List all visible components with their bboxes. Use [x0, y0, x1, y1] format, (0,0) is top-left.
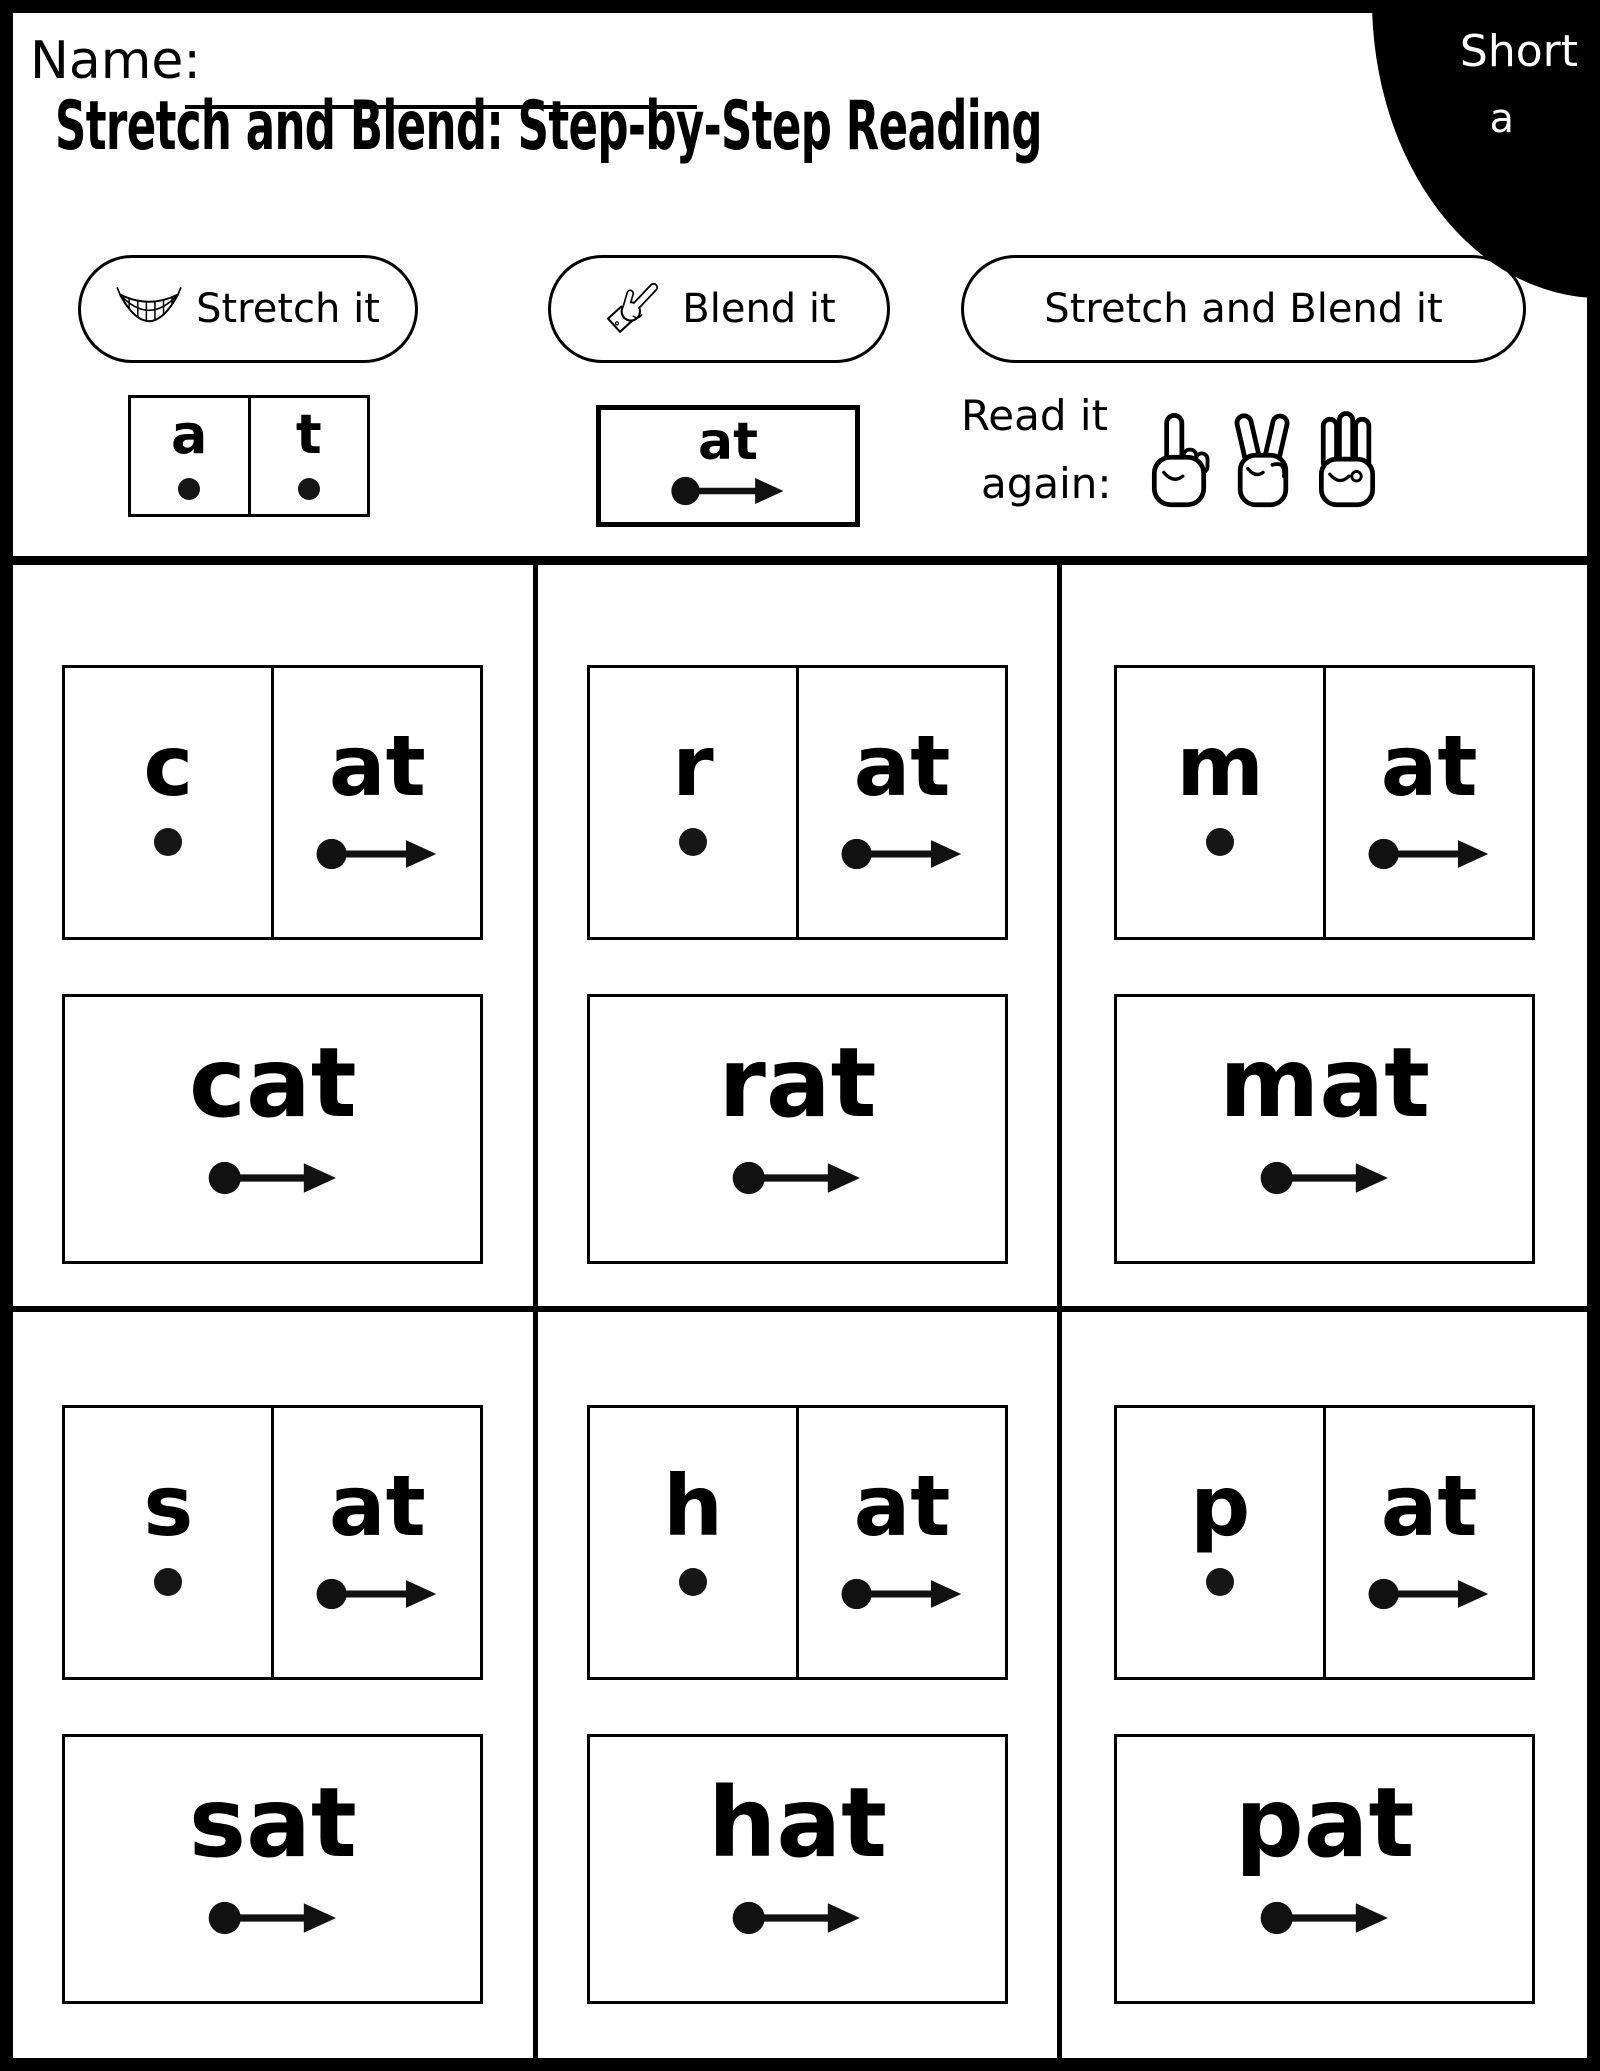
practice-cell-mat: [1062, 565, 1587, 1312]
example-rime-cell: [251, 398, 368, 514]
dot-icon: [154, 1568, 182, 1596]
word-text: cat: [189, 1027, 357, 1139]
dot-arrow-icon: [206, 1897, 340, 1939]
sound-box: [587, 665, 1008, 940]
corner-badge-word: Short: [1459, 26, 1578, 77]
onset-cell: [65, 668, 274, 937]
practice-cell-hat: [538, 1312, 1063, 2059]
rime-letters: at: [1380, 717, 1478, 815]
dot-icon: [1206, 1568, 1234, 1596]
example-rime-letter: t: [295, 403, 322, 466]
rime-cell: [274, 1408, 480, 1677]
onset-cell: [65, 1408, 274, 1677]
corner-badge-vowel: a: [1489, 96, 1514, 142]
word-box: [62, 1734, 483, 2004]
dot-icon: [679, 1568, 707, 1596]
dot-arrow-icon: [730, 1897, 864, 1939]
two-finger-hand-icon: [1225, 411, 1301, 511]
word-text: sat: [188, 1766, 357, 1879]
rime-letters: at: [853, 1456, 951, 1555]
dot-arrow-icon: [730, 1157, 864, 1199]
three-finger-hand-icon: [1309, 411, 1385, 511]
dot-arrow-icon: [839, 1574, 965, 1614]
legend-stretch-and-blend-it: [961, 255, 1526, 363]
sound-box: [1114, 1405, 1535, 1680]
rime-letters: at: [853, 717, 951, 815]
dot-arrow-icon: [839, 834, 965, 874]
example-onset-cell: [131, 398, 251, 514]
rime-cell: [799, 1408, 1005, 1677]
onset-letter: h: [663, 1456, 723, 1555]
example-onset-letter: a: [171, 403, 208, 466]
practice-cell-rat: [538, 565, 1063, 1312]
one-finger-hand-icon: [1141, 411, 1217, 511]
sound-box: [62, 1405, 483, 1680]
again-line: again:: [981, 459, 1112, 508]
legend-both-label: Stretch and Blend it: [1044, 286, 1443, 332]
dot-icon: [298, 478, 320, 500]
onset-letter: s: [143, 1456, 194, 1555]
legend-blend-label: Blend it: [682, 286, 836, 332]
word-text: rat: [718, 1027, 877, 1139]
mouth-icon: [116, 284, 182, 334]
dot-icon: [178, 478, 200, 500]
onset-cell: [590, 1408, 799, 1677]
practice-cell-sat: [13, 1312, 538, 2059]
onset-cell: [1117, 668, 1326, 937]
rime-cell: [1326, 1408, 1532, 1677]
rime-cell: [799, 668, 1005, 937]
dot-arrow-icon: [314, 834, 440, 874]
rime-letters: at: [1380, 1456, 1478, 1555]
dot-arrow-icon: [1366, 1574, 1492, 1614]
dot-arrow-icon: [1258, 1157, 1392, 1199]
page-title: Stretch and Blend: Step-by-Step Reading: [55, 87, 1042, 166]
word-text: hat: [707, 1766, 887, 1879]
word-box: [62, 994, 483, 1264]
dot-arrow-icon: [1366, 834, 1492, 874]
word-box: [1114, 994, 1535, 1264]
rime-cell: [1326, 668, 1532, 937]
read-count-hands: [1141, 411, 1385, 511]
word-box: [1114, 1734, 1535, 2004]
example-word: at: [698, 412, 758, 472]
example-sound-box: [128, 395, 370, 517]
dot-arrow-icon: [669, 472, 787, 510]
onset-letter: m: [1176, 717, 1264, 815]
read-it-again-label: [961, 391, 1112, 508]
sound-box: [1114, 665, 1535, 940]
rime-letters: at: [328, 1456, 426, 1555]
onset-cell: [1117, 1408, 1326, 1677]
practice-cell-pat: [1062, 1312, 1587, 2059]
sound-box: [587, 1405, 1008, 1680]
word-text: pat: [1234, 1766, 1415, 1879]
read-it-line: Read it: [961, 391, 1109, 440]
legend-stretch-it: [78, 255, 418, 363]
onset-letter: c: [143, 717, 194, 815]
word-box: [587, 994, 1008, 1264]
onset-letter: p: [1190, 1456, 1251, 1555]
name-label: Name:: [30, 31, 201, 91]
practice-cell-cat: [13, 565, 538, 1312]
rime-letters: at: [328, 717, 426, 815]
legend-blend-it: [548, 255, 890, 363]
dot-icon: [679, 828, 707, 856]
pointing-hand-icon: [602, 278, 668, 340]
word-text: mat: [1219, 1027, 1430, 1139]
example-word-box: [596, 405, 860, 527]
legend-stretch-label: Stretch it: [196, 286, 380, 332]
word-box: [587, 1734, 1008, 2004]
corner-badge: [1372, 0, 1600, 298]
onset-letter: r: [672, 717, 714, 815]
dot-arrow-icon: [206, 1157, 340, 1199]
dot-arrow-icon: [1258, 1897, 1392, 1939]
dot-arrow-icon: [314, 1574, 440, 1614]
sound-box: [62, 665, 483, 940]
dot-icon: [1206, 828, 1234, 856]
dot-icon: [154, 828, 182, 856]
rime-cell: [274, 668, 480, 937]
onset-cell: [590, 668, 799, 937]
practice-grid: [13, 556, 1587, 2058]
